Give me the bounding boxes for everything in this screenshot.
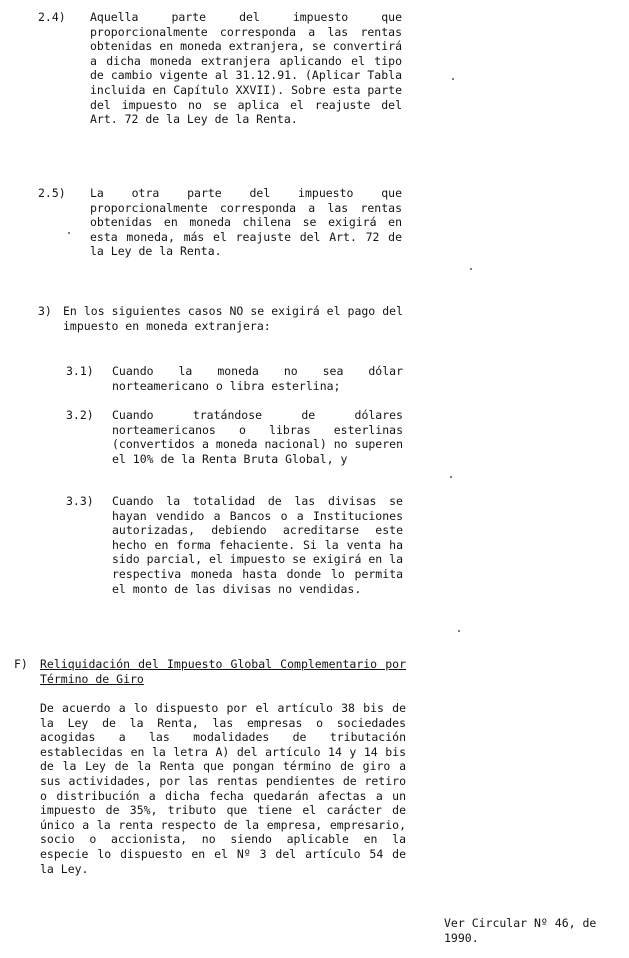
paragraph-3 [63, 304, 403, 333]
margin-note [444, 916, 626, 945]
scan-speck [470, 268, 472, 270]
item-number: 2.5) [38, 186, 66, 200]
paragraph-2-5 [90, 186, 402, 259]
section-title: Reliquidación del Impuesto Global Complementario por Término de Giro [40, 657, 406, 686]
paragraph-text: En los siguientes casos NO se exigirá el pago del impuesto en moneda extranjera: [63, 304, 403, 333]
paragraph-text: De acuerdo a lo dispuesto por el artículo 38 bis de la Ley de la Renta, las empresas o sociedades acogidas a las modalidades de tributación establecidas en la letra A) del artículo 14 y 14 bis de la Ley de la Renta que pongan término de giro a sus actividades, por las rentas pendientes de retiro o distribución a dicha fecha quedarán afectas a un impuesto de 35%, tributo que tiene el carácter de único a la renta respecto de la empresa, empresario, socio o accionista, no siendo aplicable en la especie lo dispuesto en el Nº 3 del artículo 54 de la Ley. [40, 701, 406, 876]
item-number: 3) [38, 304, 52, 318]
margin-note-text: Ver Circular Nº 46, de 1990. [444, 916, 597, 945]
item-number: 2.4) [38, 10, 66, 24]
paragraph-2-4 [90, 10, 402, 127]
paragraph-text: Cuando la totalidad de las divisas se hayan vendido a Bancos o a Instituciones autorizadas, debiendo acreditarse este hecho en forma fehaciente. Si la venta ha sido parcial, el impuesto se exigirá en la respectiva moneda hasta donde lo permita el monto de las divisas no vendidas. [112, 494, 403, 596]
paragraph-3-1 [112, 364, 403, 393]
paragraph-3-2 [112, 408, 403, 466]
scan-speck [450, 476, 452, 478]
scan-speck [68, 232, 70, 234]
section-f-body [40, 701, 406, 876]
paragraph-text: Cuando tratándose de dólares norteamericanos o libras esterlinas (convertidos a moneda nacional) no superen el 10% de la Renta Bruta Global, y [112, 408, 403, 466]
item-number: 3.3) [66, 494, 94, 508]
scan-speck [458, 630, 460, 632]
paragraph-text: Aquella parte del impuesto que proporcionalmente corresponda a las rentas obtenidas en moneda extranjera, se convertirá a dicha moneda extranjera aplicando el tipo de cambio vigente al 31.12.91. (Aplicar Tabla incluida en Capítulo XXVII). Sobre esta parte del impuesto no se aplica el reajuste del Art. 72 de la Ley de la Renta. [90, 10, 402, 127]
item-number: 3.1) [66, 364, 94, 378]
paragraph-text: Cuando la moneda no sea dólar norteamericano o libra esterlina; [112, 364, 403, 393]
section-letter: F) [14, 657, 28, 671]
paragraph-text: La otra parte del impuesto que proporcionalmente corresponda a las rentas obtenidas en moneda chilena se exigirá en esta moneda, más el reajuste del Art. 72 de la Ley de la Renta. [90, 186, 402, 259]
paragraph-3-3 [112, 494, 403, 596]
scan-speck [452, 78, 454, 80]
section-f-heading [40, 657, 406, 686]
item-number: 3.2) [66, 408, 94, 422]
